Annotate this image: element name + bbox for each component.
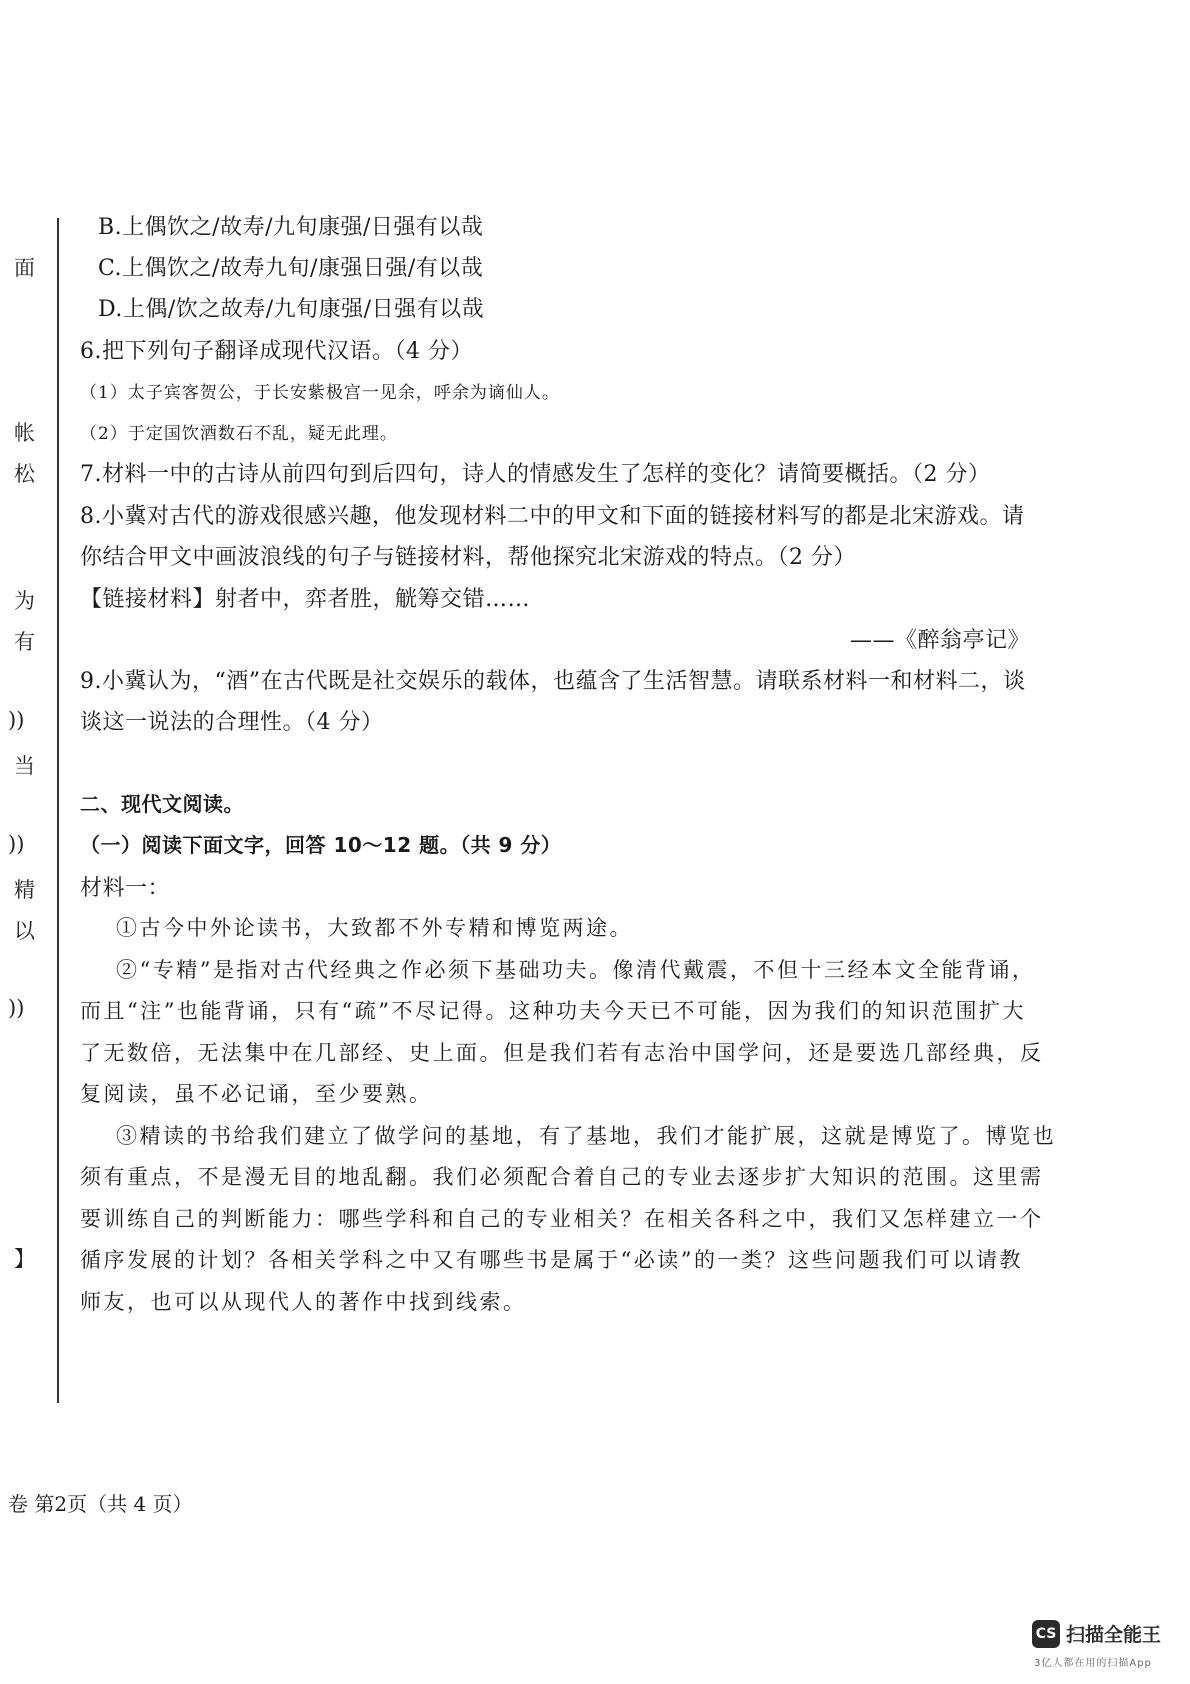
paragraph-3-line-1: ③精读的书给我们建立了做学问的基地，有了基地，我们才能扩展，这就是博览了。博览也 — [116, 1124, 1056, 1148]
margin-char: )) — [8, 996, 25, 1020]
question-9-line-1: 9.小冀认为，“酒”在古代既是社交娱乐的载体，也蕴含了生活智慧。请联系材料一和材料二，谈 — [80, 669, 1026, 694]
paragraph-3-line-4: 循序发展的计划？各相关学科之中又有哪些书是属于“必读”的一类？这些问题我们可以请教 — [80, 1248, 1023, 1272]
paragraph-2-line-2: 而且“注”也能背诵，只有“疏”不尽记得。这种功夫今天已不可能，因为我们的知识范围扩大 — [80, 999, 1026, 1023]
option-d: D.上偶/饮之故寿/九旬康强/日强有以哉 — [98, 297, 485, 322]
question-7: 7.材料一中的古诗从前四句到后四句，诗人的情感发生了怎样的变化？请简要概括。（2 分） — [80, 462, 991, 487]
question-8-line-1: 8.小冀对古代的游戏很感兴趣，他发现材料二中的甲文和下面的链接材料写的都是北宋游戏。请 — [80, 504, 1025, 529]
page-footer: 卷 第2页（共 4 页） — [8, 1492, 193, 1516]
paragraph-2-line-1: ②“专精”是指对古代经典之作必须下基础功夫。像清代戴震，不但十三经本文全能背诵， — [116, 958, 1036, 982]
binding-margin — [0, 0, 60, 1684]
question-9-line-2: 谈这一说法的合理性。（4 分） — [80, 710, 384, 735]
section-subheading: （一）阅读下面文字，回答 10～12 题。（共 9 分） — [80, 833, 562, 857]
watermark-tagline: 3亿人都在用的扫描App — [1034, 1658, 1152, 1669]
margin-char: 面 — [14, 256, 35, 280]
material-label: 材料一： — [80, 876, 171, 901]
question-8-line-2: 你结合甲文中画波浪线的句子与链接材料，帮他探究北宋游戏的特点。（2 分） — [80, 545, 856, 570]
scanner-watermark — [1032, 1616, 1172, 1670]
paragraph-2-line-3: 了无数倍，无法集中在几部经、史上面。但是我们若有志治中国学问，还是要选几部经典，反 — [80, 1041, 1044, 1065]
margin-char: 帐 — [14, 421, 35, 445]
paragraph-3-line-5: 师友，也可以从现代人的著作中找到线索。 — [80, 1290, 527, 1314]
watermark-name: 扫描全能王 — [1066, 1624, 1162, 1646]
margin-char: )) — [8, 708, 25, 732]
margin-char: 】 — [14, 1247, 35, 1271]
paragraph-2-line-4: 复阅读，虽不必记诵，至少要熟。 — [80, 1082, 433, 1106]
margin-char: 松 — [14, 462, 35, 486]
margin-char: 以 — [14, 919, 35, 943]
question-6: 6.把下列句子翻译成现代汉语。（4 分） — [80, 339, 473, 364]
link-material-source: ——《醉翁亭记》 — [849, 628, 1030, 653]
margin-char: 精 — [14, 878, 35, 902]
link-material: 【链接材料】射者中，弈者胜，觥筹交错…… — [80, 587, 531, 612]
margin-rule — [57, 218, 59, 1403]
option-b: B.上偶饮之/故寿/九旬康强/日强有以哉 — [98, 215, 484, 240]
paragraph-3-line-2: 须有重点，不是漫无目的地乱翻。我们必须配合着自己的专业去逐步扩大知识的范围。这里需 — [80, 1165, 1044, 1189]
question-6-item-2: （2）于定国饮酒数石不乱，疑无此理。 — [80, 424, 398, 444]
section-heading: 二、现代文阅读。 — [80, 792, 244, 816]
margin-char: )) — [8, 832, 25, 856]
margin-char: 当 — [14, 754, 35, 778]
margin-char: 为 — [14, 589, 35, 613]
paragraph-3-line-3: 要训练自己的判断能力：哪些学科和自己的专业相关？在相关各科之中，我们又怎样建立一个 — [80, 1207, 1044, 1231]
margin-char: 有 — [14, 630, 35, 654]
option-c: C.上偶饮之/故寿九旬/康强日强/有以哉 — [98, 256, 484, 281]
question-6-item-1: （1）太子宾客贺公，于长安紫极宫一见余，呼余为谪仙人。 — [80, 383, 560, 403]
paragraph-1: ①古今中外论读书，大致都不外专精和博览两途。 — [116, 916, 633, 940]
camscanner-logo-icon: CS — [1032, 1620, 1060, 1648]
